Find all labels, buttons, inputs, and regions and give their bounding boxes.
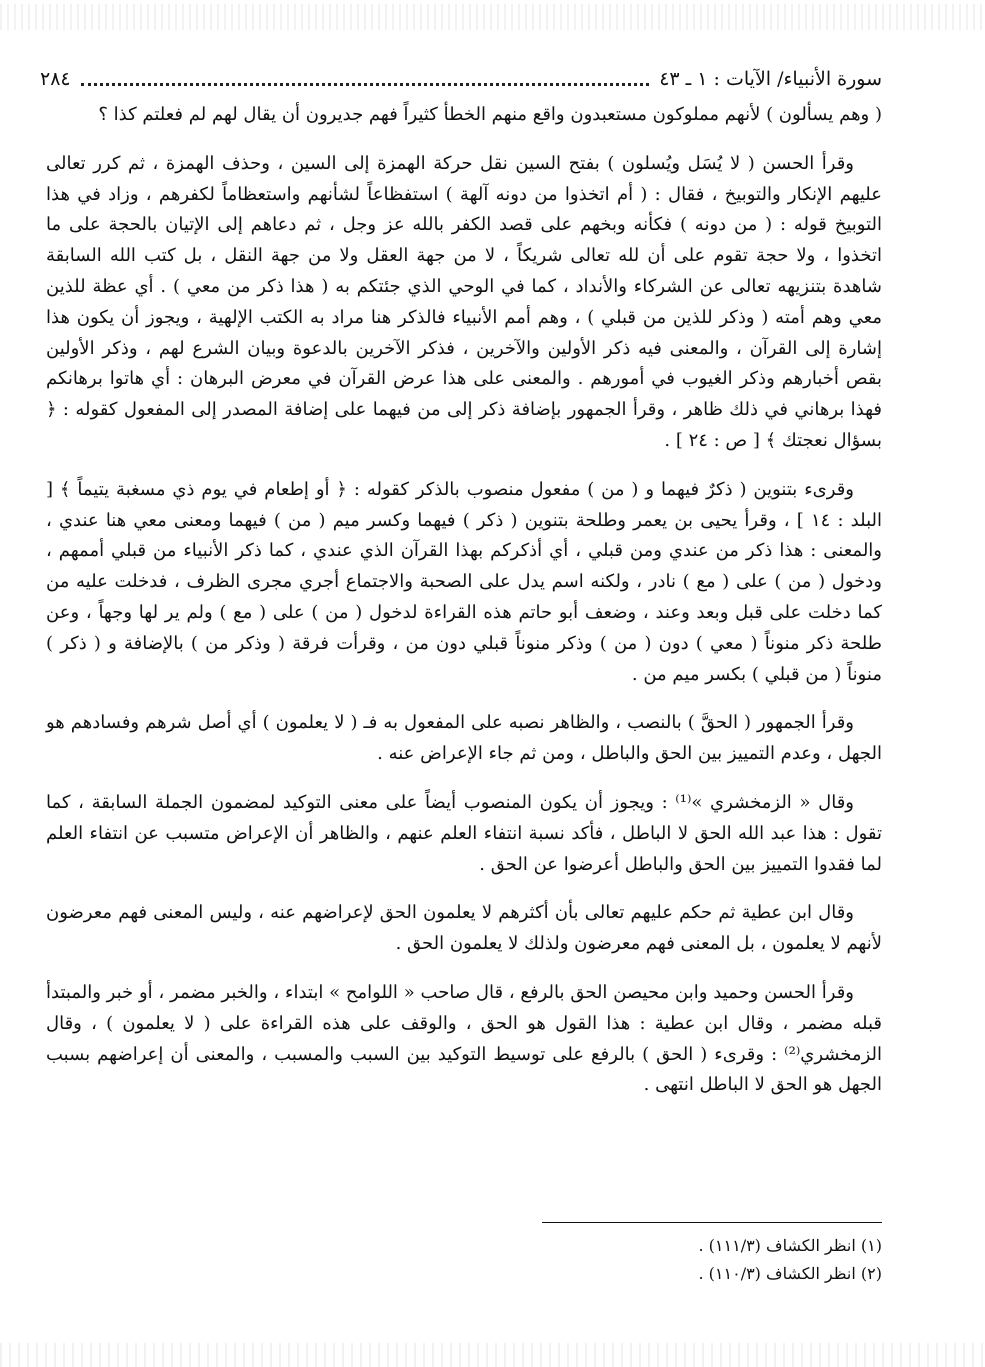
- paragraph-1: ( وهم يسألون ) لأنهم مملوكون مستعبدون واقع منهم الخطأ كثيراً فهم جديرون أن يقال لهم لم فعلتم كذا ؟: [98, 104, 882, 125]
- body-text: [46, 100, 882, 1119]
- paragraph-6: وقال ابن عطية ثم حكم عليهم تعالى بأن أكثرهم لا يعلمون الحق لإعراضهم عنه ، وليس المعنى فهم معرضون لأنهم لا يعلمون ، بل المعنى فهم معرضون ولذلك لا يعلمون الحق .: [46, 902, 882, 955]
- scan-edge-bottom: [0, 1343, 985, 1367]
- paragraph-7: وقرأ الحسن وحميد وابن محيصن الحق بالرفع ، قال صاحب « اللوامح » ابتداء ، والخبر مضمر ، أو خبر والمبتدأ قبله مضمر ، وقال ابن عطية : هذا القول هو الحق ، والوقف على هذه القراءة على ( لا يعلمون ) ، وقال الزمخشري⁽²⁾ : وقرىء ( الحق ) بالرفع على توسيط التوكيد بين السبب والمسبب ، والمعنى أن إعراضهم بسبب الجهل هو الحق لا الباطل انتهى .: [46, 981, 882, 1096]
- footnote-1: (١) انظر الكشاف (١١١/٣) .: [698, 1236, 882, 1255]
- footnote-2: (٢) انظر الكشاف (١١٠/٣) .: [698, 1264, 882, 1283]
- paragraph-4: وقرأ الجمهور ( الحقَّ ) بالنصب ، والظاهر نصبه على المفعول به فـ ( لا يعلمون ) أي أصل شرهم وفسادهم هو الجهل ، وعدم التمييز بين الحق والباطل ، ومن ثم جاء الإعراض عنه .: [46, 712, 882, 765]
- paragraph-5: وقال « الزمخشري »⁽¹⁾ : ويجوز أن يكون المنصوب أيضاً على معنى التوكيد لمضمون الجملة السابقة ، كما تقول : هذا عبد الله الحق لا الباطل ، فأكد نسبة انتفاء العلم عنهم ، والظاهر أن الإعراض متسبب عن انتفاء العلم لما فقدوا التمييز بين الحق والباطل أعرضوا عن الحق .: [46, 791, 882, 875]
- footnotes: [46, 1232, 882, 1288]
- footnote-separator: [542, 1222, 882, 1223]
- page-number: ٢٨٤: [40, 68, 71, 90]
- header-dot-leader: [81, 73, 650, 86]
- scan-edge-top: [0, 4, 985, 30]
- page-header: [40, 64, 882, 94]
- running-title: سورة الأنبياء/ الآيات : ١ ـ ٤٣: [659, 68, 882, 90]
- paragraph-2: وقرأ الحسن ( لا يُسَل ويُسلون ) بفتح السين نقل حركة الهمزة إلى السين ، وحذف الهمزة ، ثم كرر تعالى عليهم الإنكار والتوبيخ ، فقال : ( أم اتخذوا من دونه آلهة ) استفظاعاً لشأنهم واستعظاماً لكفرهم ، وزاد في هذا التوبيخ قوله : ( من دونه ) فكأنه وبخهم على قصد الكفر بالله عز وجل ، ثم دعاهم إلى الإتيان بالحجة على ما اتخذوا ، ولا حجة تقوم على أن لله تعالى شريكاً ، لا من جهة العقل ولا من جهة النقل ، بل كتب الله السابقة شاهدة بتنزيهه تعالى عن الشركاء والأنداد ، كما في الوحي الذي جئتكم به ( هذا ذكر من معي ) . أي عظة للذين معي وهم أمته ( وذكر للذين من قبلي ) ، وهم أمم الأنبياء فالذكر هنا مراد به الكتب الإلهية ، ويجوز أن يكون هذا إشارة إلى القرآن ، والمعنى فيه ذكر الأولين والآخرين ، فذكر الآخرين بالدعوة وبيان الشرع لهم ، وذكر الأولين بقص أخبارهم وذكر الغيوب في أمورهم . والمعنى على هذا عرض القرآن في معرض البرهان : أي هاتوا برهانكم فهذا برهاني في ذلك ظاهر ، وقرأ الجمهور بإضافة ذكر إلى من فيهما على إضافة المصدر إلى المفعول كقوله : ﴿ بسؤال نعجتك ﴾ [ ص : ٢٤ ] .: [46, 152, 882, 451]
- paragraph-3: وقرىء بتنوين ( ذكرٌ فيهما و ( من ) مفعول منصوب بالذكر كقوله : ﴿ أو إطعام في يوم ذي مسغبة يتيماً ﴾ [ البلد : ١٤ ] ، وقرأ يحيى بن يعمر وطلحة بتنوين ( ذكر ) فيهما وكسر ميم ( من ) فيهما ومعنى معي هنا عندي ، والمعنى : هذا ذكر من عندي ومن قبلي ، أي أذكركم بهذا القرآن الذي عندي ، كما ذكر الأنبياء من قبلي أممهم ، ودخول ( من ) على ( مع ) نادر ، ولكنه اسم يدل على الصحبة والاجتماع أجري مجرى الظرف ، فدخلت عليه من كما دخلت على قبل وبعد وعند ، وضعف أبو حاتم هذه القراءة لدخول ( من ) على ( مع ) ولم ير لها وجهاً ، وعن طلحة ذكر منوناً ( معي ) دون ( من ) وذكر منوناً قبلي دون من ، وقرأت فرقة ( وذكر من ) بالإضافة و ( ذكر ) منوناً ( من قبلي ) بكسر ميم من .: [46, 478, 882, 685]
